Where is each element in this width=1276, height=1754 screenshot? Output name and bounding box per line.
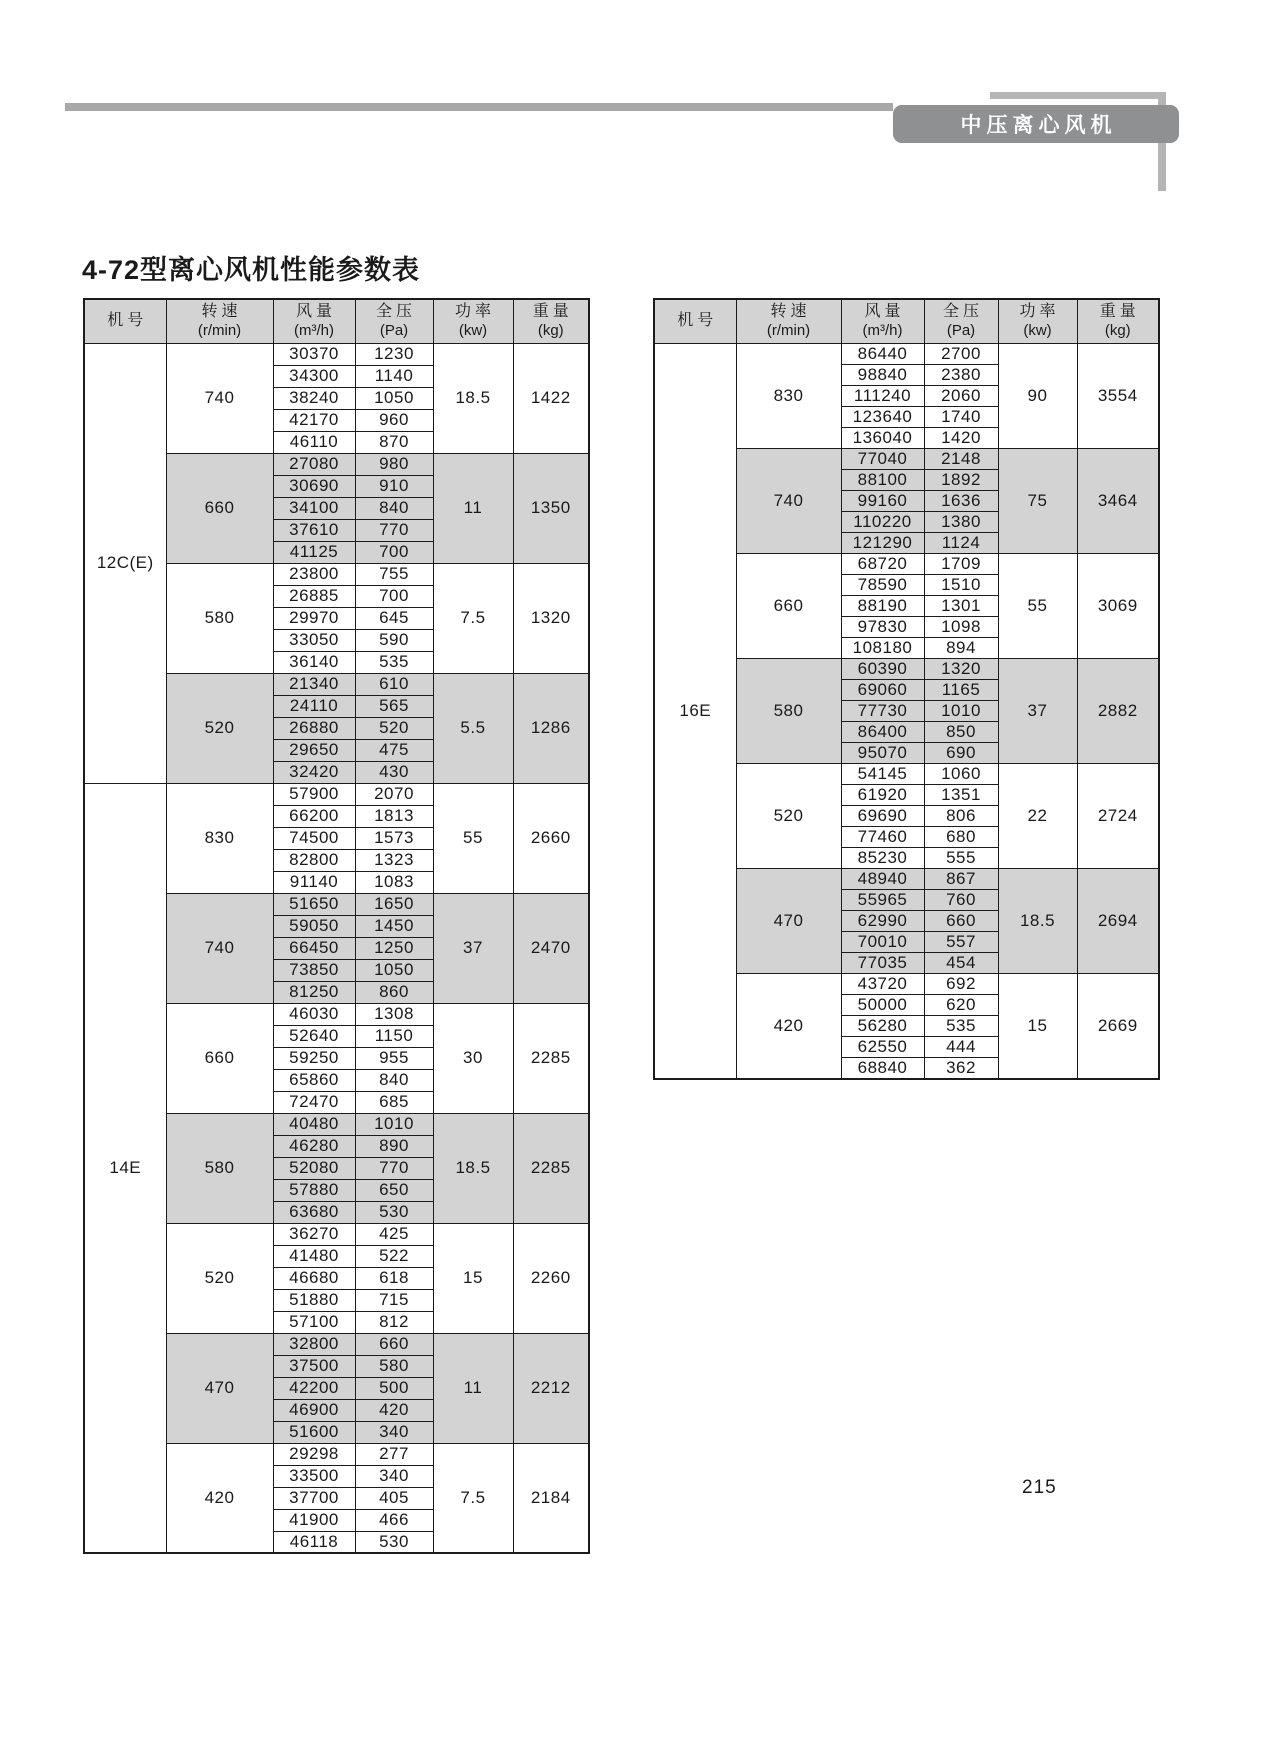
flow-cell: 50000: [841, 994, 924, 1015]
speed-cell: 830: [166, 783, 273, 893]
pressure-cell: 1573: [355, 827, 433, 849]
flow-cell: 73850: [273, 959, 355, 981]
pressure-cell: 1010: [924, 700, 998, 721]
flow-cell: 99160: [841, 490, 924, 511]
col-header-flow-label: 风量: [864, 302, 905, 320]
weight-cell: 2470: [513, 893, 589, 1003]
pressure-cell: 1230: [355, 343, 433, 365]
pressure-cell: 1351: [924, 784, 998, 805]
model-cell: 16E: [654, 343, 736, 1079]
flow-cell: 57100: [273, 1311, 355, 1333]
pressure-cell: 850: [924, 721, 998, 742]
pressure-cell: 557: [924, 931, 998, 952]
weight-cell: 2694: [1077, 868, 1159, 973]
pressure-cell: 1320: [924, 658, 998, 679]
pressure-cell: 1010: [355, 1113, 433, 1135]
flow-cell: 48940: [841, 868, 924, 889]
col-header-model: [84, 299, 166, 343]
col-header-model-label: 机号: [107, 312, 148, 330]
pressure-cell: 618: [355, 1267, 433, 1289]
pressure-cell: 590: [355, 629, 433, 651]
pressure-cell: 870: [355, 431, 433, 453]
pressure-cell: 770: [355, 519, 433, 541]
power-cell: 11: [433, 1333, 513, 1443]
speed-cell: 420: [736, 973, 841, 1079]
flow-cell: 52080: [273, 1157, 355, 1179]
pressure-cell: 960: [355, 409, 433, 431]
flow-cell: 121290: [841, 532, 924, 553]
power-cell: 18.5: [433, 1113, 513, 1223]
pressure-cell: 760: [924, 889, 998, 910]
flow-cell: 41480: [273, 1245, 355, 1267]
flow-cell: 37500: [273, 1355, 355, 1377]
flow-cell: 97830: [841, 616, 924, 637]
pressure-cell: 530: [355, 1531, 433, 1553]
pressure-cell: 522: [355, 1245, 433, 1267]
flow-cell: 86400: [841, 721, 924, 742]
pressure-cell: 475: [355, 739, 433, 761]
pressure-cell: 580: [355, 1355, 433, 1377]
flow-cell: 66200: [273, 805, 355, 827]
flow-cell: 46118: [273, 1531, 355, 1553]
col-header-flow-label: 风量: [295, 302, 336, 320]
pressure-cell: 1650: [355, 893, 433, 915]
table-row: [654, 343, 1159, 364]
power-cell: 37: [998, 658, 1077, 763]
col-header-pressure-label: 全压: [942, 302, 983, 320]
pressure-cell: 840: [355, 1069, 433, 1091]
weight-cell: 2882: [1077, 658, 1159, 763]
page-number: 215: [1022, 1477, 1057, 1498]
flow-cell: 59050: [273, 915, 355, 937]
pressure-cell: 535: [355, 651, 433, 673]
pressure-cell: 660: [355, 1333, 433, 1355]
flow-cell: 60390: [841, 658, 924, 679]
pressure-cell: 1892: [924, 469, 998, 490]
flow-cell: 46680: [273, 1267, 355, 1289]
col-header-pressure-unit: (Pa): [379, 321, 409, 339]
power-cell: 15: [433, 1223, 513, 1333]
pressure-cell: 620: [924, 994, 998, 1015]
flow-cell: 26880: [273, 717, 355, 739]
flow-cell: 33500: [273, 1465, 355, 1487]
flow-cell: 86440: [841, 343, 924, 364]
flow-cell: 123640: [841, 406, 924, 427]
flow-cell: 52640: [273, 1025, 355, 1047]
pressure-cell: 1050: [355, 959, 433, 981]
speed-cell: 420: [166, 1443, 273, 1553]
pressure-cell: 1301: [924, 595, 998, 616]
col-header-power-unit: (kw): [458, 321, 488, 339]
power-cell: 15: [998, 973, 1077, 1079]
flow-cell: 41900: [273, 1509, 355, 1531]
pressure-cell: 1165: [924, 679, 998, 700]
fan-performance-table-left: [83, 298, 590, 1554]
flow-cell: 46280: [273, 1135, 355, 1157]
col-header-speed-label: 转速: [201, 302, 242, 320]
speed-cell: 470: [736, 868, 841, 973]
flow-cell: 36270: [273, 1223, 355, 1245]
power-cell: 11: [433, 453, 513, 563]
flow-cell: 72470: [273, 1091, 355, 1113]
pressure-cell: 700: [355, 541, 433, 563]
pressure-cell: 840: [355, 497, 433, 519]
pressure-cell: 860: [355, 981, 433, 1003]
weight-cell: 2184: [513, 1443, 589, 1553]
col-header-speed: [736, 299, 841, 343]
pressure-cell: 1150: [355, 1025, 433, 1047]
pressure-cell: 420: [355, 1399, 433, 1421]
model-cell: 14E: [84, 783, 166, 1553]
weight-cell: 3069: [1077, 553, 1159, 658]
pressure-cell: 1450: [355, 915, 433, 937]
flow-cell: 36140: [273, 651, 355, 673]
pressure-cell: 530: [355, 1201, 433, 1223]
model-cell: 12C(E): [84, 343, 166, 783]
power-cell: 7.5: [433, 563, 513, 673]
flow-cell: 68840: [841, 1057, 924, 1079]
pressure-cell: 894: [924, 637, 998, 658]
banner-rule: [65, 103, 893, 111]
col-header-speed-unit: (r/min): [766, 321, 811, 339]
pressure-cell: 890: [355, 1135, 433, 1157]
flow-cell: 77040: [841, 448, 924, 469]
pressure-cell: 610: [355, 673, 433, 695]
flow-cell: 63680: [273, 1201, 355, 1223]
col-header-flow: [273, 299, 355, 343]
flow-cell: 88100: [841, 469, 924, 490]
col-header-power-label: 功率: [1019, 302, 1060, 320]
flow-cell: 56280: [841, 1015, 924, 1036]
section-badge-label: 中压离心风机: [960, 114, 1117, 137]
pressure-cell: 955: [355, 1047, 433, 1069]
power-cell: 55: [998, 553, 1077, 658]
weight-cell: 2212: [513, 1333, 589, 1443]
fan-performance-table-right: [653, 298, 1160, 1080]
pressure-cell: 340: [355, 1421, 433, 1443]
flow-cell: 88190: [841, 595, 924, 616]
speed-cell: 830: [736, 343, 841, 448]
pressure-cell: 1740: [924, 406, 998, 427]
flow-cell: 70010: [841, 931, 924, 952]
speed-cell: 580: [736, 658, 841, 763]
flow-cell: 55965: [841, 889, 924, 910]
pressure-cell: 405: [355, 1487, 433, 1509]
flow-cell: 24110: [273, 695, 355, 717]
flow-cell: 91140: [273, 871, 355, 893]
flow-cell: 51880: [273, 1289, 355, 1311]
col-header-power-unit: (kw): [1023, 321, 1052, 339]
flow-cell: 66450: [273, 937, 355, 959]
pressure-cell: 430: [355, 761, 433, 783]
pressure-cell: 770: [355, 1157, 433, 1179]
speed-cell: 580: [166, 1113, 273, 1223]
pressure-cell: 454: [924, 952, 998, 973]
col-header-power-label: 功率: [454, 302, 495, 320]
pressure-cell: 1060: [924, 763, 998, 784]
weight-cell: 1422: [513, 343, 589, 453]
weight-cell: 2660: [513, 783, 589, 893]
pressure-cell: 1636: [924, 490, 998, 511]
flow-cell: 51650: [273, 893, 355, 915]
flow-cell: 42200: [273, 1377, 355, 1399]
flow-cell: 77730: [841, 700, 924, 721]
flow-cell: 34300: [273, 365, 355, 387]
pressure-cell: 645: [355, 607, 433, 629]
power-cell: 37: [433, 893, 513, 1003]
pressure-cell: 660: [924, 910, 998, 931]
pressure-cell: 444: [924, 1036, 998, 1057]
col-header-pressure: [355, 299, 433, 343]
flow-cell: 61920: [841, 784, 924, 805]
pressure-cell: 685: [355, 1091, 433, 1113]
col-header-pressure-label: 全压: [375, 302, 416, 320]
col-header-speed: [166, 299, 273, 343]
flow-cell: 30690: [273, 475, 355, 497]
col-header-weight: [1077, 299, 1159, 343]
flow-cell: 136040: [841, 427, 924, 448]
flow-cell: 38240: [273, 387, 355, 409]
weight-cell: 1320: [513, 563, 589, 673]
flow-cell: 29970: [273, 607, 355, 629]
flow-cell: 111240: [841, 385, 924, 406]
pressure-cell: 692: [924, 973, 998, 994]
pressure-cell: 565: [355, 695, 433, 717]
col-header-speed-unit: (r/min): [197, 321, 242, 339]
pressure-cell: 1308: [355, 1003, 433, 1025]
flow-cell: 29298: [273, 1443, 355, 1465]
flow-cell: 37610: [273, 519, 355, 541]
pressure-cell: 1813: [355, 805, 433, 827]
pressure-cell: 466: [355, 1509, 433, 1531]
col-header-weight-unit: (kg): [537, 321, 564, 339]
speed-cell: 740: [166, 343, 273, 453]
flow-cell: 69690: [841, 805, 924, 826]
flow-cell: 46900: [273, 1399, 355, 1421]
weight-cell: 2724: [1077, 763, 1159, 868]
pressure-cell: 980: [355, 453, 433, 475]
power-cell: 75: [998, 448, 1077, 553]
flow-cell: 29650: [273, 739, 355, 761]
flow-cell: 85230: [841, 847, 924, 868]
power-cell: 18.5: [998, 868, 1077, 973]
flow-cell: 74500: [273, 827, 355, 849]
speed-cell: 520: [166, 1223, 273, 1333]
flow-cell: 81250: [273, 981, 355, 1003]
flow-cell: 110220: [841, 511, 924, 532]
pressure-cell: 1083: [355, 871, 433, 893]
pressure-cell: 715: [355, 1289, 433, 1311]
flow-cell: 21340: [273, 673, 355, 695]
col-header-weight-label: 重量: [532, 302, 573, 320]
pressure-cell: 520: [355, 717, 433, 739]
flow-cell: 62990: [841, 910, 924, 931]
weight-cell: 3554: [1077, 343, 1159, 448]
pressure-cell: 2148: [924, 448, 998, 469]
flow-cell: 23800: [273, 563, 355, 585]
pressure-cell: 2070: [355, 783, 433, 805]
pressure-cell: 2380: [924, 364, 998, 385]
pressure-cell: 425: [355, 1223, 433, 1245]
pressure-cell: 1098: [924, 616, 998, 637]
weight-cell: 2669: [1077, 973, 1159, 1079]
power-cell: 7.5: [433, 1443, 513, 1553]
col-header-flow-unit: (m³/h): [294, 321, 334, 339]
col-header-power: [433, 299, 513, 343]
pressure-cell: 1380: [924, 511, 998, 532]
pressure-cell: 500: [355, 1377, 433, 1399]
flow-cell: 78590: [841, 574, 924, 595]
flow-cell: 65860: [273, 1069, 355, 1091]
col-header-flow-unit: (m³/h): [862, 321, 903, 339]
pressure-cell: 755: [355, 563, 433, 585]
speed-cell: 740: [166, 893, 273, 1003]
pressure-cell: 1140: [355, 365, 433, 387]
col-header-weight-label: 重量: [1099, 302, 1140, 320]
flow-cell: 57900: [273, 783, 355, 805]
pressure-cell: 1510: [924, 574, 998, 595]
speed-cell: 580: [166, 563, 273, 673]
col-header-model-label: 机号: [677, 312, 718, 330]
flow-cell: 40480: [273, 1113, 355, 1135]
speed-cell: 520: [736, 763, 841, 868]
col-header-weight: [513, 299, 589, 343]
pressure-cell: 1709: [924, 553, 998, 574]
pressure-cell: 1124: [924, 532, 998, 553]
col-header-model: [654, 299, 736, 343]
flow-cell: 62550: [841, 1036, 924, 1057]
flow-cell: 26885: [273, 585, 355, 607]
flow-cell: 57880: [273, 1179, 355, 1201]
speed-cell: 660: [166, 1003, 273, 1113]
flow-cell: 51600: [273, 1421, 355, 1443]
flow-cell: 98840: [841, 364, 924, 385]
flow-cell: 82800: [273, 849, 355, 871]
weight-cell: 2260: [513, 1223, 589, 1333]
flow-cell: 46110: [273, 431, 355, 453]
page-title: 4-72型离心风机性能参数表: [82, 255, 421, 285]
speed-cell: 660: [736, 553, 841, 658]
flow-cell: 46030: [273, 1003, 355, 1025]
flow-cell: 77460: [841, 826, 924, 847]
power-cell: 22: [998, 763, 1077, 868]
flow-cell: 108180: [841, 637, 924, 658]
flow-cell: 54145: [841, 763, 924, 784]
flow-cell: 59250: [273, 1047, 355, 1069]
flow-cell: 32420: [273, 761, 355, 783]
weight-cell: 2285: [513, 1003, 589, 1113]
col-header-pressure: [924, 299, 998, 343]
speed-cell: 520: [166, 673, 273, 783]
power-cell: 30: [433, 1003, 513, 1113]
col-header-speed-label: 转速: [770, 302, 811, 320]
pressure-cell: 362: [924, 1057, 998, 1079]
pressure-cell: 812: [355, 1311, 433, 1333]
section-badge: [893, 105, 1179, 143]
flow-cell: 43720: [841, 973, 924, 994]
flow-cell: 32800: [273, 1333, 355, 1355]
speed-cell: 470: [166, 1333, 273, 1443]
speed-cell: 660: [166, 453, 273, 563]
pressure-cell: 690: [924, 742, 998, 763]
power-cell: 90: [998, 343, 1077, 448]
col-header-power: [998, 299, 1077, 343]
weight-cell: 1286: [513, 673, 589, 783]
pressure-cell: 867: [924, 868, 998, 889]
pressure-cell: 340: [355, 1465, 433, 1487]
flow-cell: 33050: [273, 629, 355, 651]
flow-cell: 41125: [273, 541, 355, 563]
power-cell: 55: [433, 783, 513, 893]
pressure-cell: 1323: [355, 849, 433, 871]
pressure-cell: 910: [355, 475, 433, 497]
pressure-cell: 2060: [924, 385, 998, 406]
pressure-cell: 806: [924, 805, 998, 826]
power-cell: 18.5: [433, 343, 513, 453]
pressure-cell: 700: [355, 585, 433, 607]
pressure-cell: 1420: [924, 427, 998, 448]
pressure-cell: 1250: [355, 937, 433, 959]
weight-cell: 1350: [513, 453, 589, 563]
pressure-cell: 535: [924, 1015, 998, 1036]
flow-cell: 69060: [841, 679, 924, 700]
speed-cell: 740: [736, 448, 841, 553]
flow-cell: 34100: [273, 497, 355, 519]
col-header-pressure-unit: (Pa): [946, 321, 976, 339]
pressure-cell: 1050: [355, 387, 433, 409]
flow-cell: 68720: [841, 553, 924, 574]
power-cell: 5.5: [433, 673, 513, 783]
weight-cell: 2285: [513, 1113, 589, 1223]
pressure-cell: 650: [355, 1179, 433, 1201]
flow-cell: 27080: [273, 453, 355, 475]
flow-cell: 95070: [841, 742, 924, 763]
corner-line-horizontal: [990, 92, 1166, 99]
pressure-cell: 555: [924, 847, 998, 868]
table-row: [84, 783, 589, 805]
col-header-flow: [841, 299, 924, 343]
pressure-cell: 2700: [924, 343, 998, 364]
weight-cell: 3464: [1077, 448, 1159, 553]
flow-cell: 37700: [273, 1487, 355, 1509]
pressure-cell: 277: [355, 1443, 433, 1465]
flow-cell: 30370: [273, 343, 355, 365]
flow-cell: 77035: [841, 952, 924, 973]
pressure-cell: 680: [924, 826, 998, 847]
table-row: [84, 343, 589, 365]
col-header-weight-unit: (kg): [1104, 321, 1131, 339]
flow-cell: 42170: [273, 409, 355, 431]
